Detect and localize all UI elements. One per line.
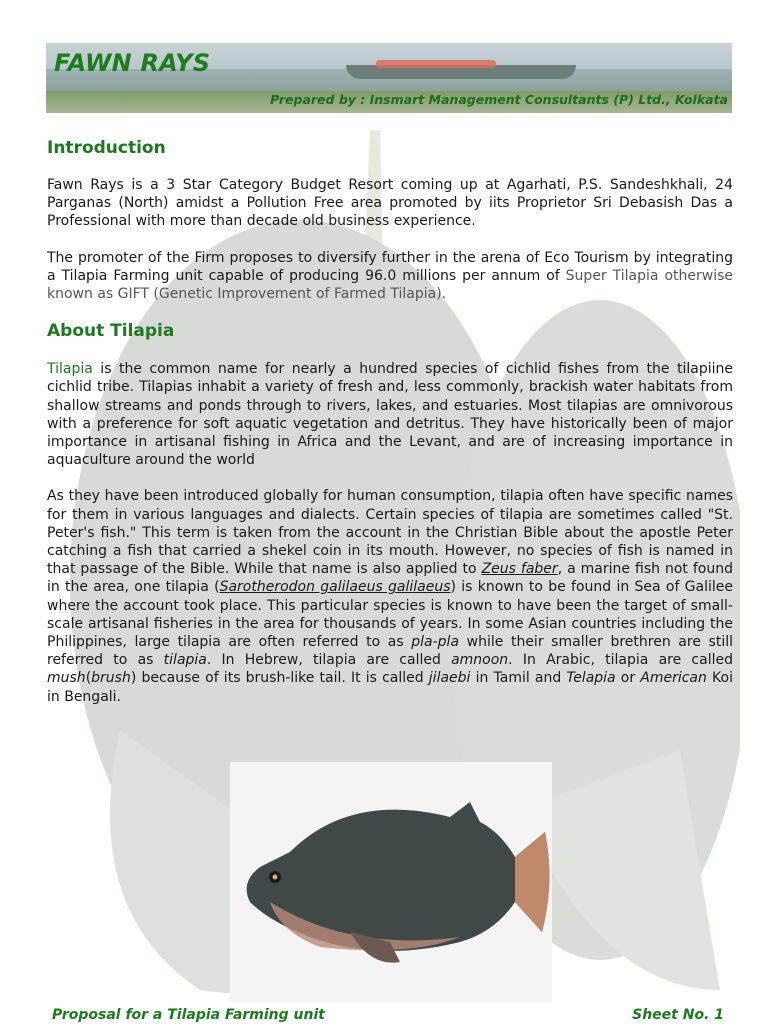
tilapia-fish-illustration <box>230 762 552 1002</box>
footer-title: Proposal for a Tilapia Farming unit <box>52 1007 325 1023</box>
about-p2-seg: ) is known to be found in Sea of Galilee where the account took place. This particular species is known to have been the target of small-scale artisanal fisheries in the area for thousands of years. In some Asian countries including the Philippines, large tilapia are often referred to as <box>47 579 733 651</box>
about-p2-seg: As they have been introduced globally for human consumption, tilapia often have specific names for them in various languages and dialects. Certain species of tilapia are sometimes called "St. Peter's fish." This term is taken from the account in the Christian Bible about the apostle Peter catching a fish that carried a shekel coin in its mouth. However, no species of fish is named in that passage of the Bible. While that name is also applied to <box>47 488 733 578</box>
about-p2-seg: , a marine fish not found in the area, one tilapia ( <box>47 561 733 596</box>
term-telapia: Telapia <box>566 670 616 687</box>
intro-p2-text: The promoter of the Firm proposes to diversify further in the arena of Eco Tourism by integrating a Tilapia Farming unit capable of producing 96.0 millions per annum of <box>47 249 733 284</box>
sarotherodon-link[interactable]: Sarotherodon galilaeus galilaeus <box>219 579 451 596</box>
zeus-faber-link[interactable]: Zeus faber <box>481 561 558 578</box>
about-heading: About Tilapia <box>47 321 175 342</box>
about-paragraph-2 <box>47 487 733 705</box>
term-mush: mush <box>47 670 86 687</box>
term-american: American <box>640 670 707 687</box>
term-brush: brush <box>91 670 131 687</box>
term-amnoon: amnoon <box>451 652 509 669</box>
document-author: Prepared by : Insmart Management Consultants (P) Ltd., Kolkata <box>270 91 728 107</box>
about-paragraph-1 <box>47 360 733 469</box>
term-jilaebi: jilaebi <box>428 670 471 687</box>
document-title: FAWN RAYS <box>54 49 211 77</box>
about-p2-seg: or <box>615 670 641 687</box>
main-content <box>47 138 733 706</box>
about-p2-seg: . In Hebrew, tilapia are called <box>206 652 452 669</box>
about-p2-seg: Koi in Bengali. <box>47 670 733 705</box>
about-p2-seg: while their smaller brethren are still referred to as <box>47 634 733 669</box>
term-tilapia: tilapia <box>163 652 207 669</box>
intro-p2-gift: Super Tilapia otherwise known as GIFT (Genetic Improvement of Farmed Tilapia). <box>47 267 734 303</box>
header-banner <box>46 43 732 113</box>
tilapia-photo <box>230 762 552 1002</box>
term-pla-pla: pla-pla <box>411 634 460 651</box>
about-p2-seg: ( <box>85 670 92 687</box>
intro-paragraph-2 <box>47 249 733 304</box>
tilapia-term: Tilapia <box>47 361 93 378</box>
about-p1-text: is the common name for nearly a hundred species of cichlid fishes from the tilapiine cichlid tribe. Tilapias inhabit a variety of fresh and, less commonly, brackish water habitats from shallow streams and ponds through to rivers, lakes, and estuaries. Most tilapias are omnivorous with a preference for soft aquatic vegetation and detritus. They have historically been of major importance in artisanal fishing in Africa and the Levant, and are of increasing importance in aquaculture around the world <box>47 361 733 469</box>
about-p2-seg: in Tamil and <box>470 670 567 687</box>
intro-paragraph-1: Fawn Rays is a 3 Star Category Budget Resort coming up at Agarhati, P.S. Sandeshkhali, 24 Parganas (North) amidst a Pollution Free area promoted by iits Proprietor Sri Debasish Das a Professional with more than decade old business experience. <box>47 177 733 230</box>
intro-heading: Introduction <box>47 138 166 158</box>
about-p2-seg: . In Arabic, tilapia are called <box>508 652 733 669</box>
page-number: Sheet No. 1 <box>632 1007 724 1023</box>
banner-boat-cargo <box>376 60 496 68</box>
about-p2-seg: ) because of its brush-like tail. It is called <box>130 670 429 687</box>
